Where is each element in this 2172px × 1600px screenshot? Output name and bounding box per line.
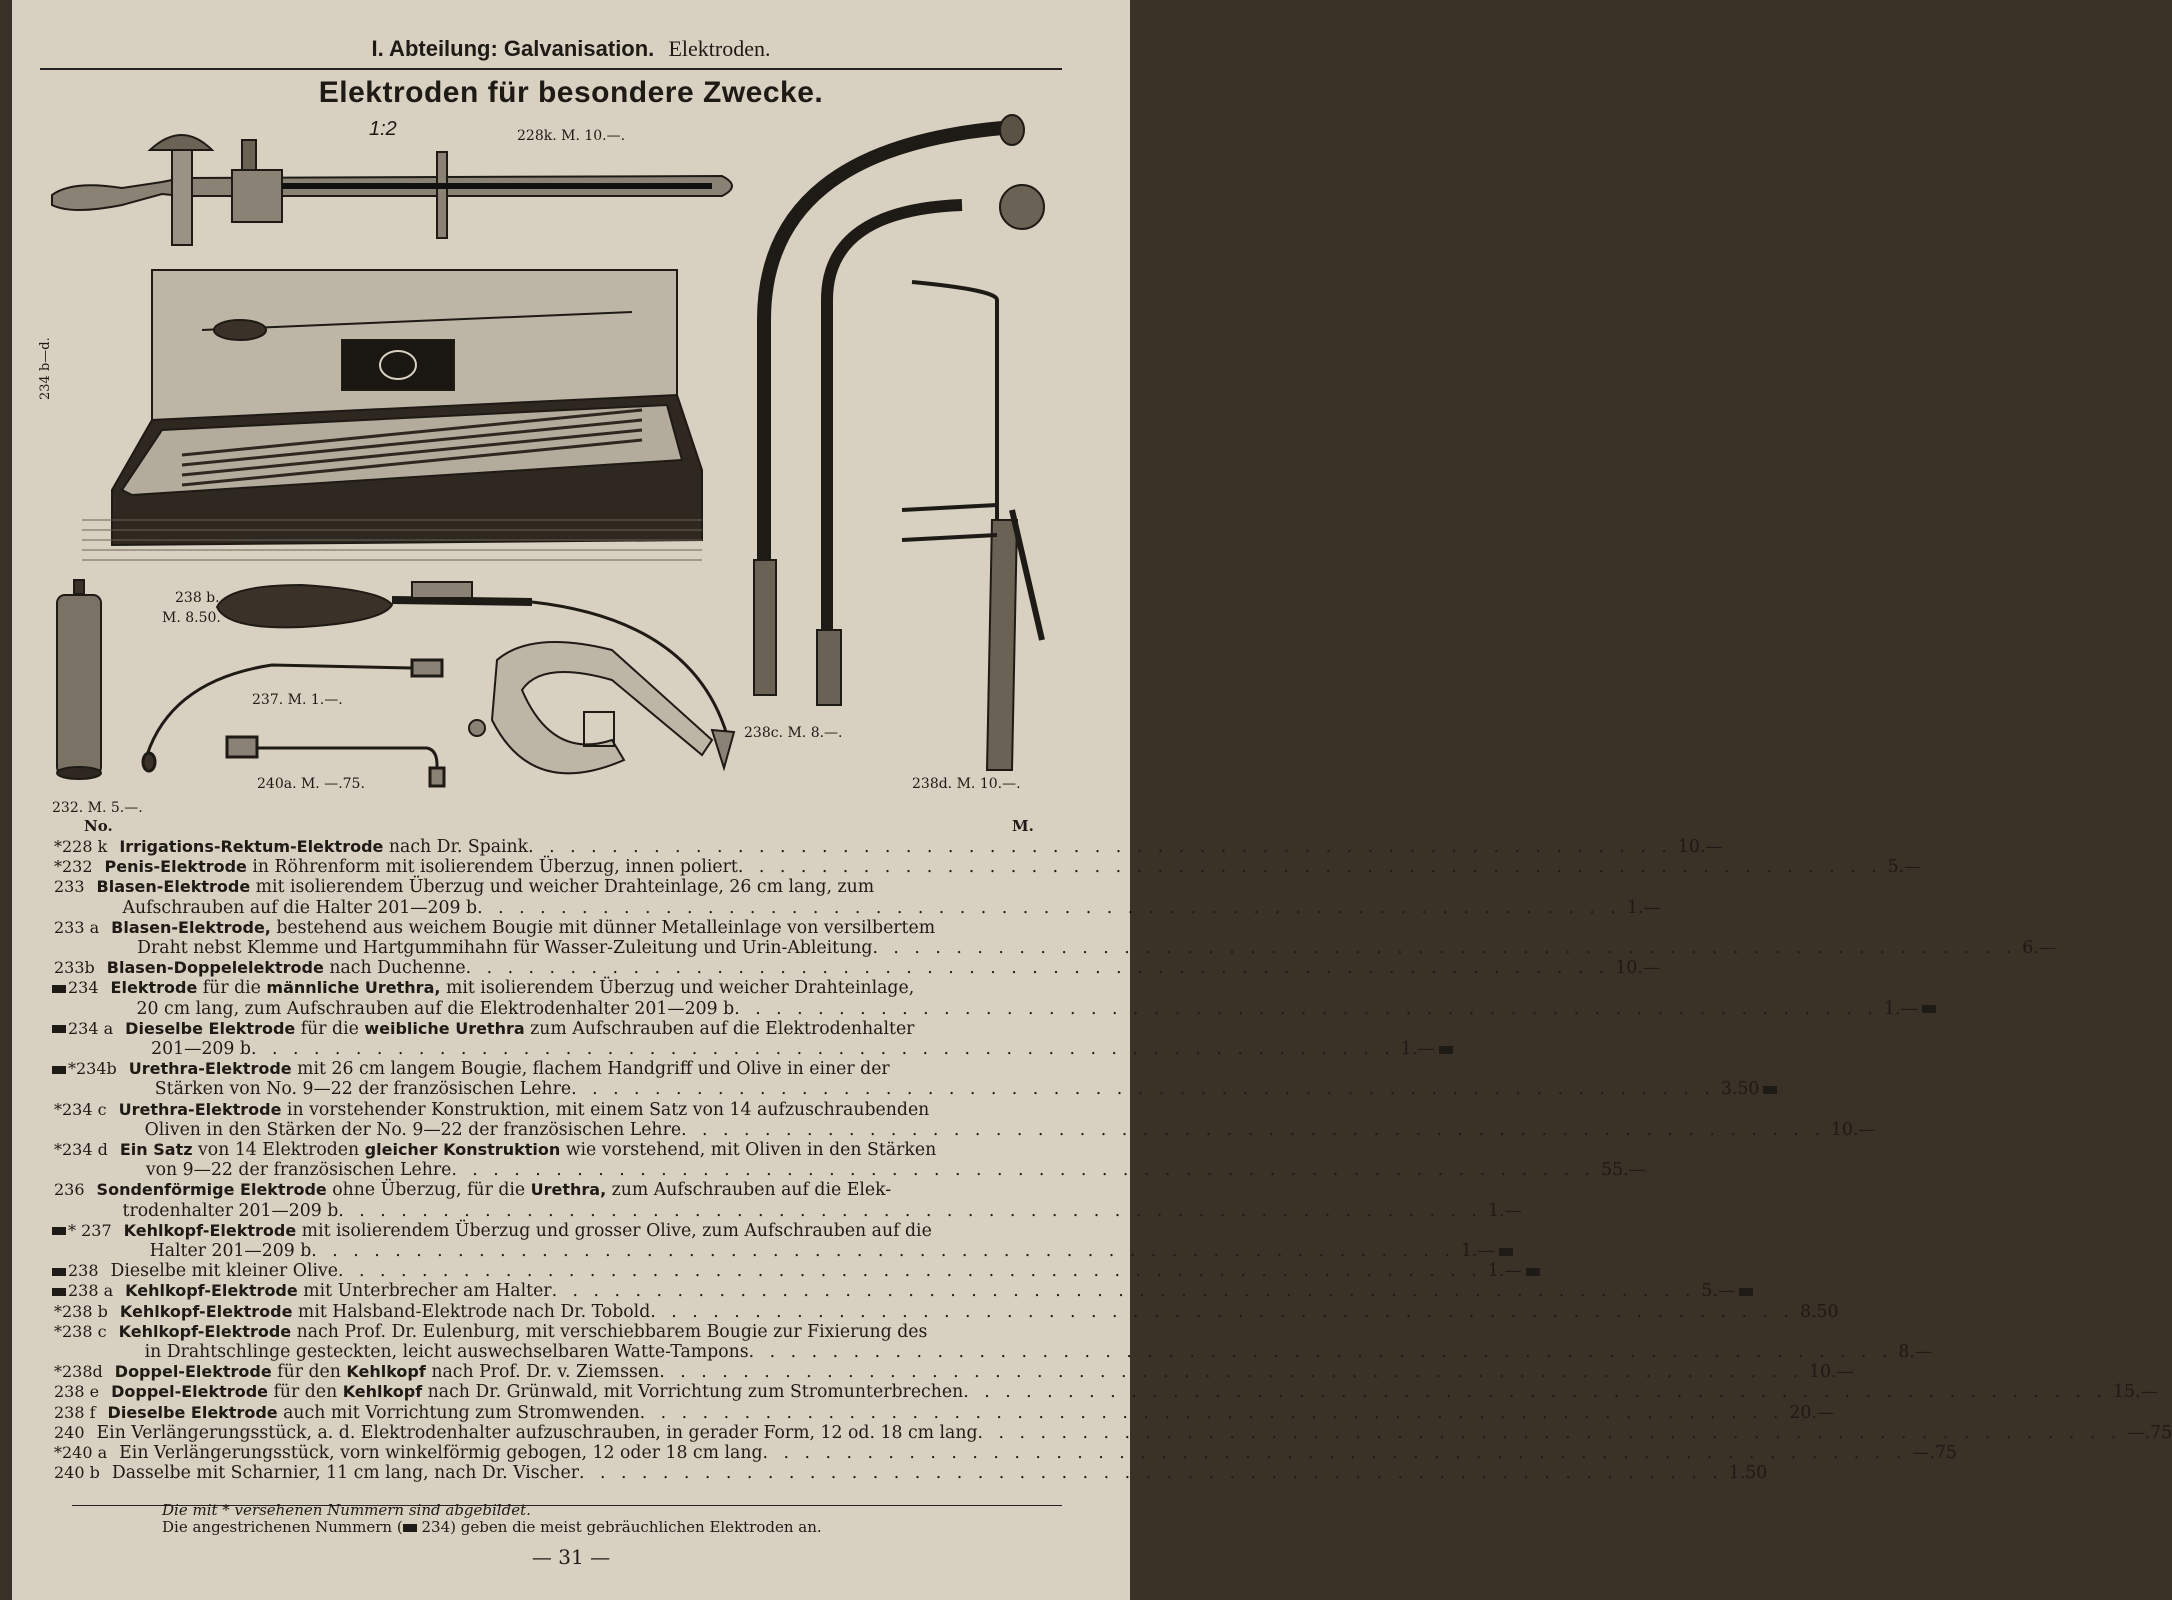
leader-dots: . . . . . . . . . . . . . . . . . . . . . . . . . . . . . . . . . . . . . . . . . . . . . . . . . . . . . . . [528,837,1672,857]
item-price: 1.— [1482,1261,1540,1281]
leader-dots: . . . . . . . . . . . . . . . . . . . . . . . . . . . . . . . . . . . . . . . . . . . . . . . . . . . . . . . [681,1119,1825,1140]
item-description [97,1423,2122,1443]
mark-cell [52,978,68,1018]
item-number: *238 b [54,1301,108,1321]
item-number: *234b [68,1059,117,1079]
description-line: Ein Verlängerungsstück, a. d. Elektrodenhalter aufzuschrauben, in gerader Form, 12 od. 18 cm lang . . . . . . . . . . . . . . . . . . . . . . . . . . . . . . . . . . . . . . . . . . . . . . . . . . . . . . . [96,1422,2122,1443]
mark-cell [52,1261,68,1281]
list-item [52,837,1723,857]
scale-note: 1:2 [369,118,397,140]
common-mark-icon [1439,1046,1453,1054]
description-line: Oliven in den Stärken der No. 9—22 der französischen Lehre . . . . . . . . . . . . . . . . . . . . . . . . . . . . . . . . . . . . . . . . . . . . . . . . . . . . . . . [144,1119,1825,1140]
description-line: Penis-Elektrode in Röhrenform mit isolierendem Überzug, innen poliert . . . . . . . . . . . . . . . . . . . . . . . . . . . . . . . . . . . . . . . . . . . . . . . . . . . . . . . [104,857,1882,878]
description-line: Ein Verlängerungsstück, vorn winkelförmig gebogen, 12 oder 18 cm lang . . . . . . . . . . . . . . . . . . . . . . . . . . . . . . . . . . . . . . . . . . . . . . . . . . . . . . . [119,1443,1907,1464]
item-number: 238 a [68,1281,114,1301]
collar-electrode-illustration [469,642,712,773]
common-mark-icon [52,985,66,993]
item-number: 234 a [68,1018,114,1038]
mark-square-icon [403,1524,417,1532]
item-description [120,1302,1794,1322]
item-number: 238 f [54,1402,96,1422]
list-item [52,877,1661,918]
footnote [162,1502,822,1536]
electrode-case-illustration [82,270,702,560]
item-number: * 237 [68,1220,112,1240]
item-price: 1.— [1455,1241,1513,1261]
list-item [52,1301,1839,1322]
item-number: *240 a [54,1443,108,1463]
description-line: Aufschrauben auf die Halter 201—209 b . . . . . . . . . . . . . . . . . . . . . . . . . . . . . . . . . . . . . . . . . . . . . . . . . . . . . . . [122,897,1621,918]
item-description [119,837,1672,857]
list-item [52,1362,1854,1383]
item-price: 8.— [1898,1342,1933,1363]
item-number: 238 e [54,1382,100,1402]
caption-238c: 238c. M. 8.—. [744,725,843,741]
item-price: 8.50 [1800,1301,1839,1322]
leader-dots: . . . . . . . . . . . . . . . . . . . . . . . . . . . . . . . . . . . . . . . . . . . . . . . . . . . . . . . [250,1039,1395,1060]
caption-237: 237. M. 1.—. [252,692,343,708]
price-list [52,837,2172,1484]
common-mark-icon [52,1288,66,1296]
laryngeal-electrode-238b-illustration [217,582,734,768]
leader-dots: . . . . . . . . . . . . . . . . . . . . . . . . . . . . . . . . . . . . . . . . . . . . . . . . . . . . . . . [650,1301,1795,1322]
laryngeal-electrode-238c-illustration [754,115,1024,695]
caption-238b-price: M. 8.50. [162,610,221,626]
description-line: Blasen-Elektrode, bestehend aus weichem Bougie mit dünner Metalleinlage von versilbertem [111,917,936,938]
item-description [112,1463,1723,1483]
item-description [111,978,1878,1018]
description-line: Irrigations-Rektum-Elektrode nach Dr. Spaink . . . . . . . . . . . . . . . . . . . . . . . . . . . . . . . . . . . . . . . . . . . . . . . . . . . . . . . [119,837,1672,857]
leader-dots: . . . . . . . . . . . . . . . . . . . . . . . . . . . . . . . . . . . . . . . . . . . . . . . . . . . . . . . [477,897,1621,918]
list-item [52,1099,1876,1140]
list-item [52,1382,2158,1403]
item-description [108,1403,1784,1423]
common-mark-icon [52,1227,66,1235]
footnote-line-2a: Die angestrichenen Nummern ( [162,1518,403,1536]
list-item [52,1281,1736,1302]
description-line: Kehlkopf-Elektrode mit Halsband-Elektrode nach Dr. Tobold . . . . . . . . . . . . . . . . . . . . . . . . . . . . . . . . . . . . . . . . . . . . . . . . . . . . . . . [119,1301,1795,1322]
mark-cell [52,1059,68,1099]
leader-dots: . . . . . . . . . . . . . . . . . . . . . . . . . . . . . . . . . . . . . . . . . . . . . . . . . . . . . . . [734,998,1878,1019]
item-number: *232 [54,857,93,877]
item-price: 10.— [1677,837,1723,857]
item-number: 240 [54,1422,85,1442]
column-header-no: No. [84,817,113,835]
common-mark-icon [1526,1268,1540,1276]
item-number: 238 [68,1261,99,1281]
description-line: Draht nebst Klemme und Hartgummihahn für Wasser-Zuleitung und Urin-Ableitung . . . . . . . . . . . . . . . . . . . . . . . . . . . . . . . . . . . . . . . . . . . . . . . . . . . . . . . [137,938,2017,959]
list-item [52,1220,1495,1262]
item-description [125,1019,1395,1059]
common-mark-icon [1763,1086,1777,1094]
item-price: 10.— [1830,1119,1876,1140]
item-description [120,1140,1595,1180]
laryngeal-electrode-237-illustration [143,660,442,771]
description-line: Doppel-Elektrode für den Kehlkopf nach Prof. Dr. v. Ziemssen . . . . . . . . . . . . . . . . . . . . . . . . . . . . . . . . . . . . . . . . . . . . . . . . . . . . . . . [114,1362,1804,1383]
item-price: —.75 [1912,1443,1958,1464]
description-line: 20 cm lang, zum Aufschrauben auf die Elektrodenhalter 201—209 b . . . . . . . . . . . . . . . . . . . . . . . . . . . . . . . . . . . . . . . . . . . . . . . . . . . . . . . [136,998,1878,1019]
item-price: —.75 [2127,1422,2172,1443]
leader-dots: . . . . . . . . . . . . . . . . . . . . . . . . . . . . . . . . . . . . . . . . . . . . . . . . . . . . . . . [551,1281,1696,1302]
item-number: *238 c [54,1321,107,1341]
item-price: 10.— [1615,958,1661,979]
description-line: Doppel-Elektrode für den Kehlkopf nach Dr. Grünwald, mit Vorrichtung zum Stromunterbrechen . . . . . . . . . . . . . . . . . . . . . . . . . . . . . . . . . . . . . . . . . . . . . . . . . . . . . . . [111,1382,2107,1403]
list-item [52,1463,1768,1484]
item-description [119,1100,1825,1140]
description-line: Kehlkopf-Elektrode nach Prof. Dr. Eulenburg, mit verschiebbarem Bougie zur Fixierung des [118,1321,928,1342]
description-line: Urethra-Elektrode in vorstehender Konstruktion, mit einem Satz von 14 aufzuschraubenden [118,1099,930,1120]
common-mark-icon [1922,1005,1936,1013]
item-price: 15.— [2112,1382,2158,1403]
leader-dots: . . . . . . . . . . . . . . . . . . . . . . . . . . . . . . . . . . . . . . . . . . . . . . . . . . . . . . . [748,1342,1893,1363]
caption-240a: 240a. M. —.75. [257,776,365,792]
item-description [129,1059,1715,1099]
caption-228k: 228k. M. 10.—. [517,128,626,144]
description-line: Ein Satz von 14 Elektroden gleicher Konstruktion wie vorstehend, mit Oliven in den Stärken [119,1140,937,1161]
leader-dots: . . . . . . . . . . . . . . . . . . . . . . . . . . . . . . . . . . . . . . . . . . . . . . . . . . . . . . . [977,1422,2122,1443]
leader-dots: . . . . . . . . . . . . . . . . . . . . . . . . . . . . . . . . . . . . . . . . . . . . . . . . . . . . . . . [578,1463,1723,1484]
common-mark-icon [52,1025,66,1033]
description-line: Dieselbe Elektrode auch mit Vorrichtung zum Stromwenden . . . . . . . . . . . . . . . . . . . . . . . . . . . . . . . . . . . . . . . . . . . . . . . . . . . . . . . [107,1402,1784,1423]
list-item [52,1018,1435,1060]
item-description [115,1362,1803,1382]
item-number: 240 b [54,1463,100,1483]
leader-dots: . . . . . . . . . . . . . . . . . . . . . . . . . . . . . . . . . . . . . . . . . . . . . . . . . . . . . . . [451,1160,1596,1181]
cylinder-electrode-illustration [57,580,101,779]
item-number: 233 [54,877,85,897]
section-title: I. Abteilung: Galvanisation. [371,36,655,61]
list-item [52,917,2056,959]
description-line: Halter 201—209 b . . . . . . . . . . . . . . . . . . . . . . . . . . . . . . . . . . . . . . . . . . . . . . . . . . . . . . . [149,1241,1456,1262]
description-line: Dieselbe mit kleiner Olive . . . . . . . . . . . . . . . . . . . . . . . . . . . . . . . . . . . . . . . . . . . . . . . . . . . . . . . [110,1261,1482,1282]
common-mark-icon [1499,1248,1513,1256]
item-description [125,1281,1695,1301]
common-mark-icon [1739,1288,1753,1296]
item-number: *238d [54,1362,103,1382]
description-line: 201—209 b . . . . . . . . . . . . . . . . . . . . . . . . . . . . . . . . . . . . . . . . . . . . . . . . . . . . . . . [151,1039,1395,1060]
caption-238d: 238d. M. 10.—. [912,776,1021,792]
item-description [124,1221,1455,1261]
list-item [52,1443,1958,1464]
item-price: 1.— [1395,1039,1453,1059]
page-number: — 31 — [531,1545,611,1569]
leader-dots: . . . . . . . . . . . . . . . . . . . . . . . . . . . . . . . . . . . . . . . . . . . . . . . . . . . . . . . [639,1402,1784,1423]
item-description [105,857,1882,877]
item-number: 233 a [54,917,100,937]
description-line: Urethra-Elektrode mit 26 cm langem Bougie, flachem Handgriff und Olive in einer der [128,1059,890,1080]
description-line: von 9—22 der französischen Lehre . . . . . . . . . . . . . . . . . . . . . . . . . . . . . . . . . . . . . . . . . . . . . . . . . . . . . . . [145,1160,1596,1181]
list-item [52,1261,1522,1282]
leader-dots: . . . . . . . . . . . . . . . . . . . . . . . . . . . . . . . . . . . . . . . . . . . . . . . . . . . . . . . [338,1200,1483,1221]
list-item [52,1059,1760,1100]
item-price: 3.50 [1715,1079,1777,1099]
list-item [52,1422,2172,1443]
description-line: Sondenförmige Elektrode ohne Überzug, für die Urethra, zum Aufschrauben auf die Elek- [96,1180,892,1201]
item-description [97,877,1621,917]
leader-dots: . . . . . . . . . . . . . . . . . . . . . . . . . . . . . . . . . . . . . . . . . . . . . . . . . . . . . . . [737,857,1882,878]
item-number: 233b [54,958,95,978]
description-line: trodenhalter 201—209 b . . . . . . . . . . . . . . . . . . . . . . . . . . . . . . . . . . . . . . . . . . . . . . . . . . . . . . . [122,1200,1483,1221]
subsection-title: Elektroden. [668,36,771,61]
item-description [111,1261,1482,1281]
description-line: Dasselbe mit Scharnier, 11 cm lang, nach Dr. Vischer . . . . . . . . . . . . . . . . . . . . . . . . . . . . . . . . . . . . . . . . . . . . . . . . . . . . . . . [111,1463,1723,1484]
leader-dots: . . . . . . . . . . . . . . . . . . . . . . . . . . . . . . . . . . . . . . . . . . . . . . . . . . . . . . . [465,958,1610,979]
list-item [52,1402,1835,1423]
leader-dots: . . . . . . . . . . . . . . . . . . . . . . . . . . . . . . . . . . . . . . . . . . . . . . . . . . . . . . . [963,1382,2107,1403]
item-number: *234 c [54,1099,107,1119]
footnote-line-2 [162,1519,822,1536]
laryngeal-electrode-238d-illustration [817,185,1044,770]
leader-dots: . . . . . . . . . . . . . . . . . . . . . . . . . . . . . . . . . . . . . . . . . . . . . . . . . . . . . . . [338,1261,1482,1282]
description-line: Kehlkopf-Elektrode mit isolierendem Überzug und grosser Olive, zum Aufschrauben auf die [123,1220,932,1241]
column-header-price: M. [1012,817,1034,835]
item-price: 6.— [2022,938,2056,959]
item-price: 1.— [1488,1200,1522,1221]
description-line: Stärken von No. 9—22 der französischen Lehre . . . . . . . . . . . . . . . . . . . . . . . . . . . . . . . . . . . . . . . . . . . . . . . . . . . . . . . [154,1079,1715,1100]
description-line: Dieselbe Elektrode für die weibliche Urethra zum Aufschrauben auf die Elektrodenhalter [125,1018,915,1039]
list-item [52,958,1661,979]
item-description [111,918,2016,958]
catalog-page [12,0,2172,1600]
item-price: 5.— [1887,857,1922,878]
item-price: 10.— [1809,1362,1854,1383]
item-price: 5.— [1695,1281,1753,1301]
description-line: Blasen-Doppelelektrode nach Duchenne . . . . . . . . . . . . . . . . . . . . . . . . . . . . . . . . . . . . . . . . . . . . . . . . . . . . . . . [106,958,1610,979]
list-item [52,1140,1646,1181]
list-item [52,978,1918,1019]
item-price: 1.50 [1728,1463,1768,1484]
item-description [111,1382,2107,1402]
description-line: Elektrode für die männliche Urethra, mit isolierendem Überzug und weicher Drahteinlage, [110,978,915,999]
item-description [97,1180,1483,1220]
item-price: 55.— [1601,1160,1646,1181]
leader-dots: . . . . . . . . . . . . . . . . . . . . . . . . . . . . . . . . . . . . . . . . . . . . . . . . . . . . . . . [762,1443,1907,1464]
leader-dots: . . . . . . . . . . . . . . . . . . . . . . . . . . . . . . . . . . . . . . . . . . . . . . . . . . . . . . . [872,938,2017,959]
caption-234bd: 234 b—d. [38,337,53,400]
common-mark-icon [52,1066,66,1074]
footnote-line-2b: 234) geben die meist gebräuchlichen Elektroden an. [416,1518,822,1536]
item-description [119,1322,1893,1362]
item-price: 20.— [1789,1402,1835,1423]
list-item [52,857,1922,878]
leader-dots: . . . . . . . . . . . . . . . . . . . . . . . . . . . . . . . . . . . . . . . . . . . . . . . . . . . . . . . [571,1079,1715,1100]
description-line: in Drahtschlinge gesteckten, leicht auswechselbaren Watte-Tampons . . . . . . . . . . . . . . . . . . . . . . . . . . . . . . . . . . . . . . . . . . . . . . . . . . . . . . . [144,1342,1893,1363]
list-item [52,1180,1522,1221]
item-number: 236 [54,1180,85,1200]
caption-238b-number: 238 b. [175,590,220,606]
item-description [107,958,1610,978]
description-line: Blasen-Elektrode mit isolierendem Überzug und weicher Drahteinlage, 26 cm lang, zum [96,877,875,898]
mark-cell [52,1019,68,1059]
item-number: 234 [68,978,99,998]
illustrations [12,0,1130,810]
leader-dots: . . . . . . . . . . . . . . . . . . . . . . . . . . . . . . . . . . . . . . . . . . . . . . . . . . . . . . . [311,1241,1456,1262]
mark-cell [52,1221,68,1261]
description-line: Kehlkopf-Elektrode mit Unterbrecher am Halter . . . . . . . . . . . . . . . . . . . . . . . . . . . . . . . . . . . . . . . . . . . . . . . . . . . . . . . [125,1281,1696,1302]
caption-232: 232. M. 5.—. [52,800,143,816]
rectum-electrode-illustration [52,135,732,245]
footnote-line-1: Die mit * versehenen Nummern sind abgebildet. [162,1501,531,1519]
list-item [52,1321,1933,1363]
item-number: *228 k [54,837,108,856]
item-description [119,1443,1906,1463]
page-title: Elektroden für besondere Zwecke. [318,76,824,109]
mark-cell [52,1281,68,1301]
item-price: 1.— [1878,999,1936,1019]
item-number: *234 d [54,1140,108,1160]
common-mark-icon [52,1268,66,1276]
item-price: 1.— [1626,897,1661,918]
leader-dots: . . . . . . . . . . . . . . . . . . . . . . . . . . . . . . . . . . . . . . . . . . . . . . . . . . . . . . . [659,1362,1804,1383]
